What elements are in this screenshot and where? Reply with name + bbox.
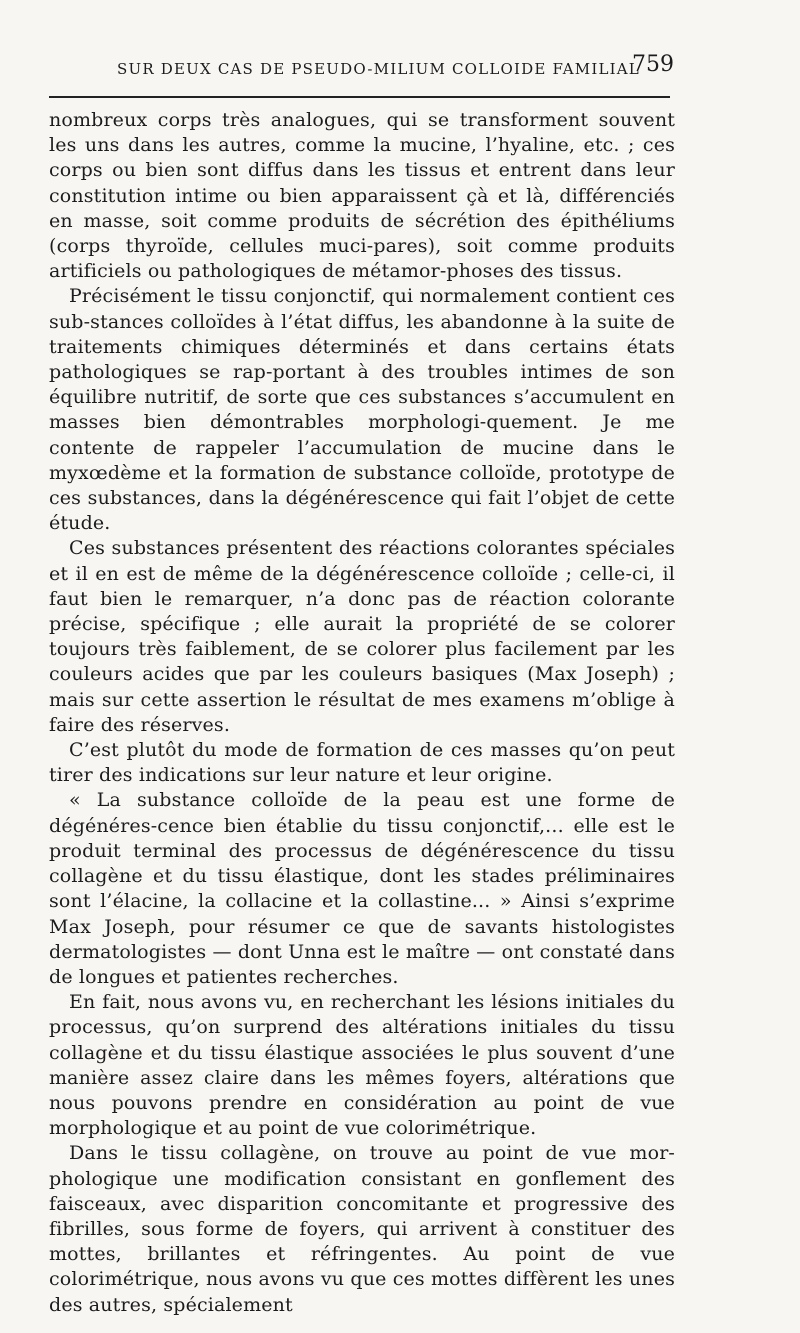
paragraph: Précisément le tissu conjonctif, qui normalement contient ces sub-stances colloïdes à l’état diffus, les abandonne à la suite de traitements chimiques déterminés et dans certains états pathologiques se rap-portant à des troubles intimes de son équilibre nutritif, de sorte que ces substances s’accumulent en masses bien démontrables morphologi-quement. Je me contente de rappeler l’accumulation de mucine dans le myxœdème et la formation de substance colloïde, prototype de ces substances, dans la dégénérescence qui fait l’objet de cette étude. — [49, 285, 675, 535]
paragraph: « La substance colloïde de la peau est une forme de dégénéres-cence bien établie du tissu conjonctif,... elle est le produit terminal des processus de dégénérescence du tissu collagène et du tissu élastique, dont les stades préliminaires sont l’élacine, la collacine et la collastine... » Ainsi s’exprime Max Joseph, pour résumer ce que de savants histologistes dermatologistes — dont Unna est le maître — ont constaté dans de longues et patientes recherches. — [49, 789, 675, 988]
body-text — [49, 108, 675, 1318]
page-header — [52, 52, 672, 86]
paragraph: C’est plutôt du mode de formation de ces masses qu’on peut tirer des indications sur leur nature et leur origine. — [49, 739, 675, 787]
page-number: 759 — [632, 52, 674, 77]
header-rule — [49, 96, 670, 98]
paragraph: nombreux corps très analogues, qui se transforment souvent les uns dans les autres, comme la mucine, l’hyaline, etc. ; ces corps ou bien sont diffus dans les tissus et entrent dans leur constitution intime ou bien apparaissent çà et là, différenciés en masse, soit comme produits de sécrétion des épithéliums (corps thyroïde, cellules muci-pares), soit comme produits artificiels ou pathologiques de métamor-phoses des tissus. — [49, 109, 675, 283]
paragraph: En fait, nous avons vu, en recherchant les lésions initiales du processus, qu’on surprend des altérations initiales du tissu collagène et du tissu élastique associées le plus souvent d’une manière assez claire dans les mêmes foyers, altérations que nous pouvons prendre en considération au point de vue morphologique et au point de vue colorimétrique. — [49, 991, 675, 1140]
running-title: SUR DEUX CAS DE PSEUDO-MILIUM COLLOIDE FAMILIAL — [117, 60, 640, 78]
paragraph: Ces substances présentent des réactions colorantes spéciales et il en est de même de la dégénérescence colloïde ; celle-ci, il faut bien le remarquer, n’a donc pas de réaction colorante précise, spécifique ; elle aurait la propriété de se colorer toujours très faiblement, de se colorer plus facilement par les couleurs acides que par les couleurs basiques (Max Joseph) ; mais sur cette assertion le résultat de mes examens m’oblige à faire des réserves. — [49, 537, 675, 736]
paragraph: Dans le tissu collagène, on trouve au point de vue mor-phologique une modification consistant en gonflement des faisceaux, avec disparition concomitante et progressive des fibrilles, sous forme de foyers, qui arrivent à constituer des mottes, brillantes et réfringentes. Au point de vue colorimétrique, nous avons vu que ces mottes diffèrent les unes des autres, spécialement — [49, 1142, 675, 1316]
